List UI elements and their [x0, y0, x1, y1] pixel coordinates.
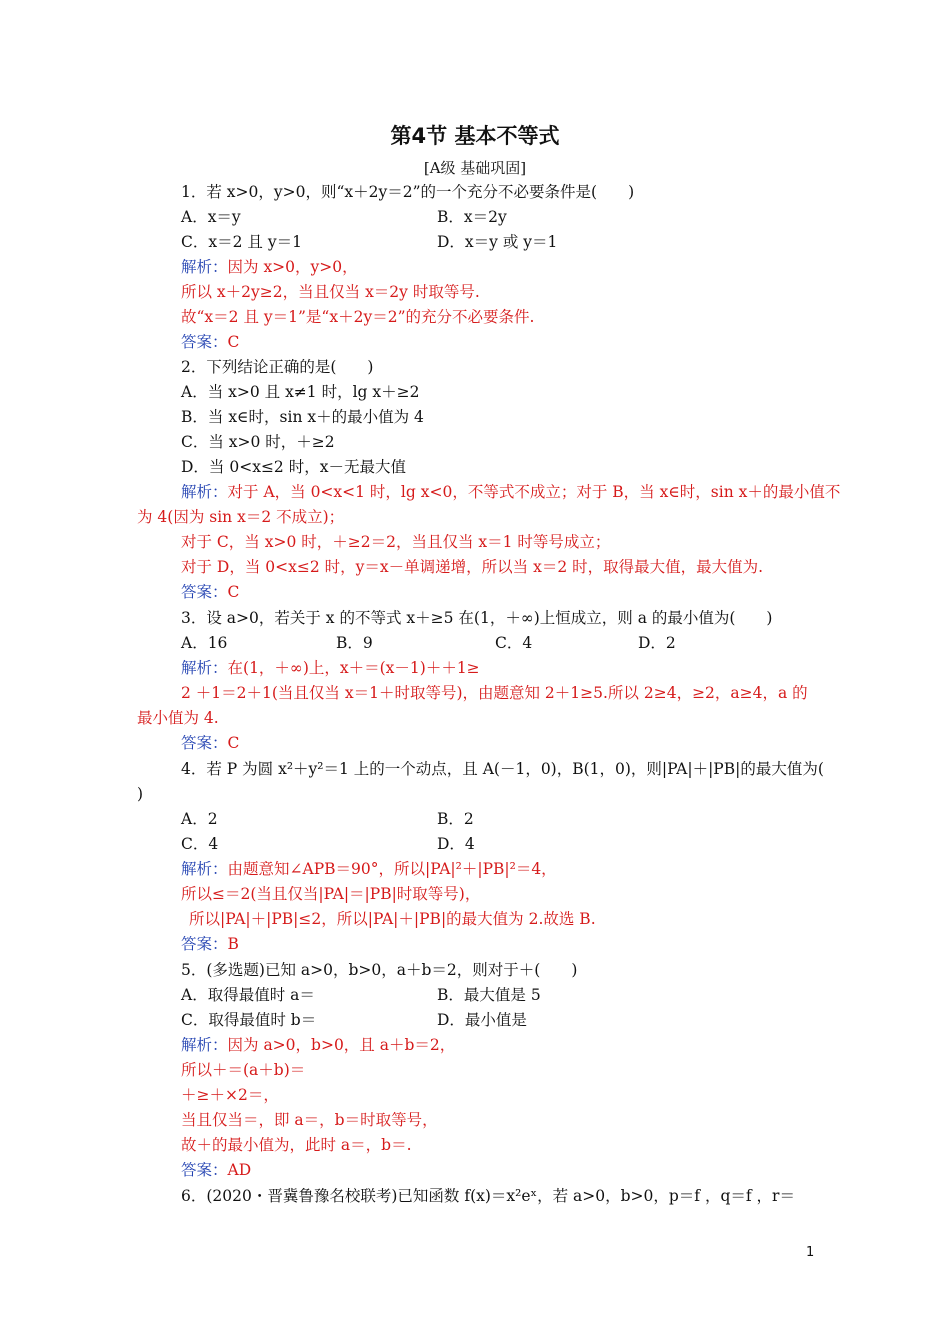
q3-solution-line-1: 解析：在(1，＋∞)上，x＋＝(x－1)＋＋1≥ — [181, 659, 480, 677]
q4-option-d: D．4 — [437, 835, 475, 853]
q3-solution-line-2: 2 ＋1＝2＋1(当且仅当 x＝1＋时取等号)，由题意知 2＋1≥5.所以 2≥4，≥2，a≥4，a 的 — [181, 684, 808, 702]
q5-solution-line-4: 当且仅当＝，即 a＝，b＝时取等号， — [181, 1111, 438, 1129]
q1-option-a: A．x＝y — [181, 208, 241, 226]
q2-solution-line-2: 对于 C，当 x>0 时，＋≥2＝2，当且仅当 x＝1 时等号成立； — [181, 533, 611, 551]
q4-answer: 答案：B — [181, 935, 239, 953]
q5-solution-line-5: 故＋的最小值为，此时 a＝，b＝. — [181, 1136, 412, 1154]
q1-answer: 答案：C — [181, 333, 240, 351]
q5-solution-line-2: 所以＋＝(a＋b)＝ — [181, 1061, 306, 1079]
q2-answer: 答案：C — [181, 583, 240, 601]
solution-label: 解析： — [181, 659, 228, 677]
solution-label: 解析： — [181, 860, 228, 878]
q2-solution-line-1: 解析：对于 A，当 0<x<1 时，lg x<0，不等式不成立；对于 B，当 x∈时，sin x＋的最小值不 — [181, 483, 841, 501]
solution-label: 解析： — [181, 258, 228, 276]
q4-solution-line-2: 所以≤＝2(当且仅当|PA|＝|PB|时取等号)， — [181, 885, 481, 903]
q1-option-d: D．x＝y 或 y＝1 — [437, 233, 558, 251]
question-5-stem: 5．(多选题)已知 a>0，b>0，a＋b＝2，则对于＋( ) — [181, 961, 578, 979]
q1-solution-line-2: 所以 x＋2y≥2，当且仅当 x＝2y 时取等号. — [181, 283, 480, 301]
q3-answer: 答案：C — [181, 734, 240, 752]
q5-option-c: C．取得最值时 b＝ — [181, 1011, 317, 1029]
q1-solution-line-1: 解析：因为 x>0，y>0， — [181, 258, 358, 276]
q5-option-a: A．取得最值时 a＝ — [181, 986, 315, 1004]
q2-option-d: D．当 0<x≤2 时，x－无最大值 — [181, 458, 406, 476]
q2-option-b: B．当 x∈时，sin x＋的最小值为 4 — [181, 408, 424, 426]
q3-option-d: D．2 — [638, 634, 676, 652]
question-4-stem-cont: ) — [137, 785, 144, 803]
q2-solution-line-1b: 为 4(因为 sin x＝2 不成立)； — [137, 508, 345, 526]
question-1-stem: 1．若 x>0，y>0，则“x＋2y＝2”的一个充分不必要条件是( ) — [181, 183, 635, 201]
q4-option-a: A．2 — [181, 810, 218, 828]
q1-option-b: B．x＝2y — [437, 208, 507, 226]
q4-solution-line-3: 所以|PA|＋|PB|≤2，所以|PA|＋|PB|的最大值为 2.故选 B. — [189, 910, 596, 928]
q5-option-d: D．最小值是 — [437, 1011, 527, 1029]
question-2-stem: 2．下列结论正确的是( ) — [181, 358, 374, 376]
q4-solution-line-1: 解析：由题意知∠APB＝90°，所以|PA|²＋|PB|²＝4， — [181, 860, 557, 878]
q5-answer: 答案：AD — [181, 1161, 252, 1179]
q3-option-b: B．9 — [336, 634, 373, 652]
q5-solution-line-1: 解析：因为 a>0，b>0，且 a＋b＝2， — [181, 1036, 456, 1054]
q5-option-b: B．最大值是 5 — [437, 986, 541, 1004]
q3-option-a: A．16 — [181, 634, 228, 652]
q4-option-b: B．2 — [437, 810, 474, 828]
section-title: 第4节 基本不等式 — [390, 124, 560, 148]
q1-option-c: C．x＝2 且 y＝1 — [181, 233, 302, 251]
question-3-stem: 3．设 a>0，若关于 x 的不等式 x＋≥5 在(1，＋∞)上恒成立，则 a 的最小值为( ) — [181, 609, 773, 627]
solution-label: 解析： — [181, 483, 228, 501]
question-6-stem: 6．(2020・晋冀鲁豫名校联考)已知函数 f(x)＝x²eˣ，若 a>0，b>0，p＝f ，q＝f ，r＝ — [181, 1187, 795, 1205]
level-heading: [A级 基础巩固] — [423, 159, 527, 177]
q2-option-a: A．当 x>0 且 x≠1 时，lg x＋≥2 — [181, 383, 420, 401]
q3-option-c: C．4 — [495, 634, 533, 652]
question-4-stem: 4．若 P 为圆 x²＋y²＝1 上的一个动点，且 A(－1，0)，B(1，0)，则|PA|＋|PB|的最大值为( — [181, 760, 824, 778]
q3-solution-line-3: 最小值为 4. — [137, 709, 219, 727]
solution-label: 解析： — [181, 1036, 228, 1054]
q5-solution-line-3: ＋≥＋×2＝， — [181, 1086, 279, 1104]
q2-option-c: C．当 x>0 时，＋≥2 — [181, 433, 335, 451]
q1-solution-line-3: 故“x＝2 且 y＝1”是“x＋2y＝2”的充分不必要条件. — [181, 308, 535, 326]
page-number: 1 — [806, 1245, 815, 1260]
q4-option-c: C．4 — [181, 835, 219, 853]
q2-solution-line-3: 对于 D，当 0<x≤2 时，y＝x－单调递增，所以当 x＝2 时，取得最大值，最大值为. — [181, 558, 764, 576]
